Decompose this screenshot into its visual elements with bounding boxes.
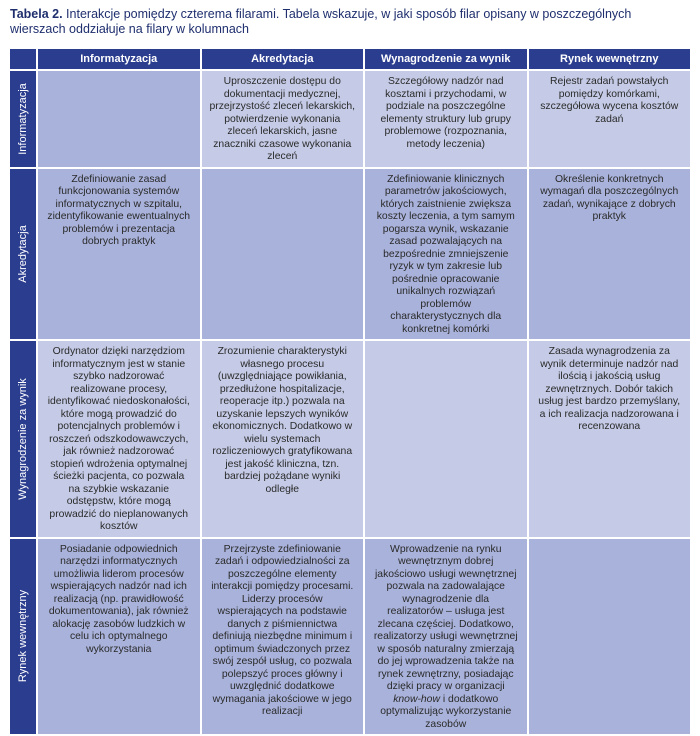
cell-rynek-akredytacja: Przejrzyste zdefiniowanie zadań i odpowiedzialności za poszczególne elementy interakcji pomiędzy procesami. Liderzy procesów wspierających na podstawie danych z piśmiennictwa definiują niezbędne minimum i optimum świadczonych przez swój zespół usług, co pozwala polepszyć proces główny i uwzględnić dodatkowe wymagania jakościowe w jego realizacji	[202, 539, 364, 735]
row-header-informatyzacja: Informatyzacja	[10, 71, 36, 167]
italic-term: know-how	[393, 693, 440, 705]
cell-wynagrodzenie-rynek: Zasada wynagrodzenia za wynik determinuje nadzór nad ilością i jakością usług zewnętrznych. Dobór takich usług jest bardzo przemyślany, a ich realizacja nadzorowana i recenzowana	[529, 341, 691, 537]
row-header-akredytacja: Akredytacja	[10, 169, 36, 340]
caption-text: Interakcje pomiędzy czterema filarami. Tabela wskazuje, w jaki sposób filar opisany w poszczególnych wierszach oddziałuje na filary w kolumnach	[10, 7, 632, 36]
cell-wynagrodzenie-wynagrodzenie	[365, 341, 527, 537]
cell-akredytacja-rynek: Określenie konkretnych wymagań dla poszczególnych zadań, wynikające z dobrych praktyk	[529, 169, 691, 340]
table-row	[10, 341, 690, 537]
column-header-wynagrodzenie: Wynagrodzenie za wynik	[365, 49, 527, 69]
cell-rynek-rynek	[529, 539, 691, 735]
column-header-akredytacja: Akredytacja	[202, 49, 364, 69]
header-corner	[10, 49, 36, 69]
cell-rynek-informatyzacja: Posiadanie odpowiednich narzędzi informatycznych umożliwia liderom procesów wspierających nadzór nad ich realizacją (np. prawidłowość dokumentowania), jak również alokację zasobów ludzkich w celu ich optymalnego wykorzystania	[38, 539, 200, 735]
table-caption	[10, 7, 690, 37]
cell-wynagrodzenie-informatyzacja: Ordynator dzięki narzędziom informatycznym jest w stanie szybko nadzorować realizowane procesy, identyfikować niedoskonałości, które mogą prowadzić do potencjalnych problemów i roszczeń odszkodowawczych, jak również nadzorować stopień wdrożenia optymalnej ścieżki pacjenta, co pozwala na szybkie wskazanie odstępstw, które mogą prowadzić do nieplanowanych kosztów	[38, 341, 200, 537]
cell-akredytacja-akredytacja	[202, 169, 364, 340]
column-header-rynek: Rynek wewnętrzny	[529, 49, 691, 69]
table-row	[10, 71, 690, 167]
cell-akredytacja-wynagrodzenie: Zdefiniowanie klinicznych parametrów jakościowych, których zaistnienie zwiększa koszty leczenia, a tym samym pogarsza wynik, wskazanie zasad pozwalających na bezpośrednie zmniejszenie ryzyk w tym zakresie lub pośrednie opracowanie unikalnych rozwiązań problemów charakterystycznych dla konkretnej komórki	[365, 169, 527, 340]
row-header-wynagrodzenie: Wynagrodzenie za wynik	[10, 341, 36, 537]
cell-informatyzacja-akredytacja: Uproszczenie dostępu do dokumentacji medycznej, przejrzystość zleceń lekarskich, potwierdzenie wykonania zleceń lekarskich, jasne znaczniki czasowe wykonania zleceń	[202, 71, 364, 167]
cell-informatyzacja-rynek: Rejestr zadań powstałych pomiędzy komórkami, szczegółowa wycena kosztów zadań	[529, 71, 691, 167]
caption-label: Tabela 2.	[10, 7, 63, 21]
cell-informatyzacja-wynagrodzenie: Szczegółowy nadzór nad kosztami i przychodami, w podziale na poszczególne elementy struktury lub grupy problemowe (rozpoznania, metody leczenia)	[365, 71, 527, 167]
cell-rynek-wynagrodzenie: Wprowadzenie na rynku wewnętrznym dobrej jakościowo usługi wewnętrznej pozwala na zadowalające wynagrodzenie dla realizatorów – usługa jest zlecana częściej. Dodatkowo, realizatorzy usługi wewnętrznej w sposób naturalny zmierzają do jej wprowadzenia także na rynek zewnętrzny, posiadając dzięki pracy w organizacji know-how i dodatkowo optymalizując wykorzystanie zasobów	[365, 539, 527, 735]
row-header-rynek: Rynek wewnętrzny	[10, 539, 36, 735]
column-header-informatyzacja: Informatyzacja	[38, 49, 200, 69]
cell-informatyzacja-informatyzacja	[38, 71, 200, 167]
cell-akredytacja-informatyzacja: Zdefiniowanie zasad funkcjonowania systemów informatycznych w szpitalu, zidentyfikowanie ewentualnych problemów i prezentacja dobrych praktyk	[38, 169, 200, 340]
cell-wynagrodzenie-akredytacja: Zrozumienie charakterystyki własnego procesu (uwzględniające powikłania, przedłużone hospitalizacje, reoperacje itp.) pozwala na uzyskanie lepszych wyników ekonomicznych. Dodatkowo w wielu systemach rozliczeniowych gratyfikowana jest jakość kliniczna, tzn. bardziej pożądane wyniki odległe	[202, 341, 364, 537]
table-row	[10, 539, 690, 735]
table-row	[10, 169, 690, 340]
pillars-interaction-table	[8, 47, 692, 736]
